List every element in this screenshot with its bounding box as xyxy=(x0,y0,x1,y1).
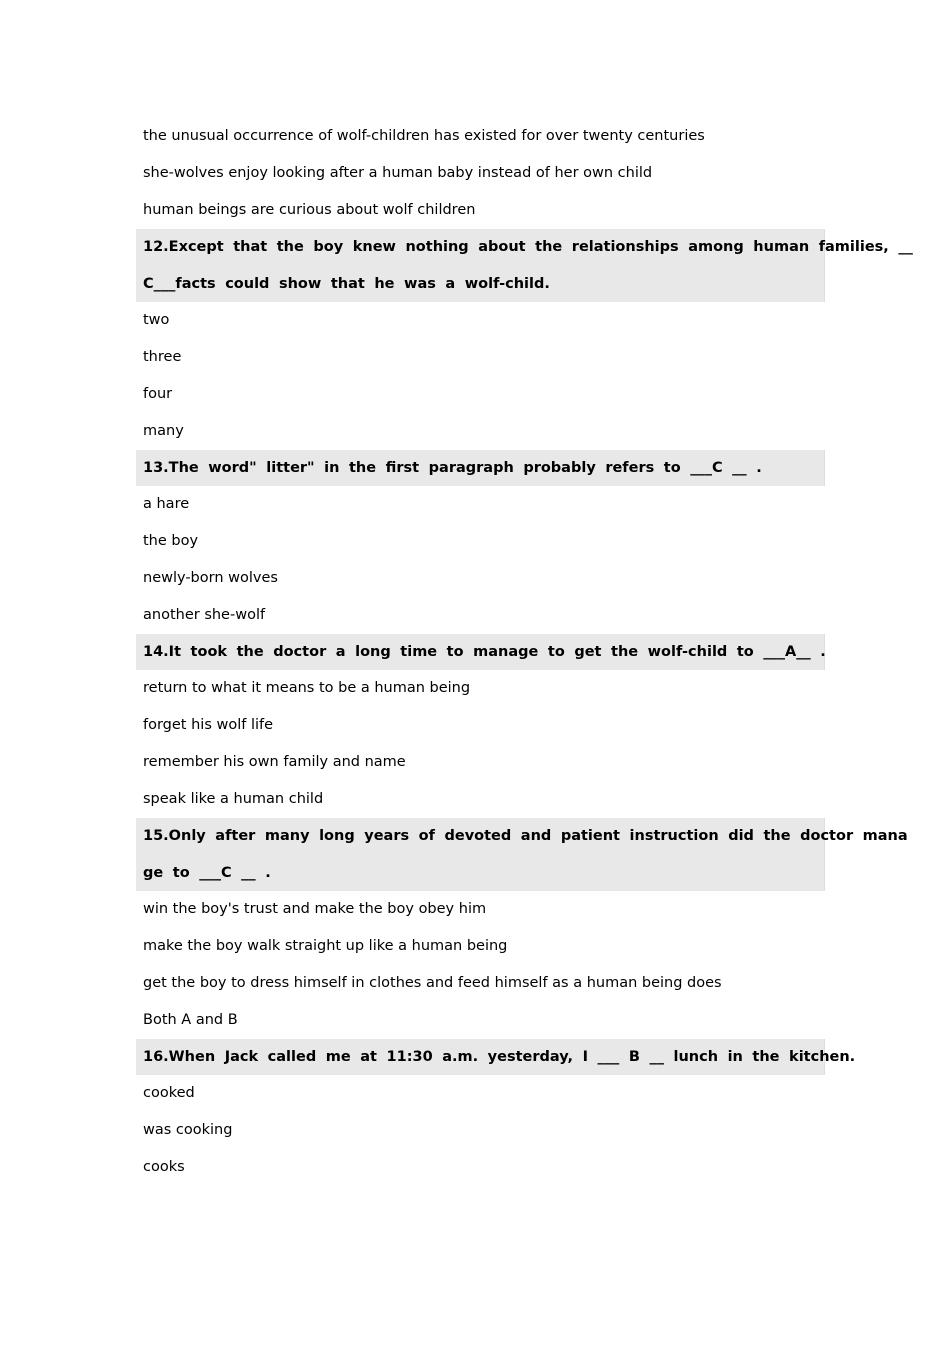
answer-option: make the boy walk straight up like a human being xyxy=(143,938,508,954)
answer-option: speak like a human child xyxy=(143,791,324,807)
question-block xyxy=(136,229,913,302)
question-text-line: 16.When Jack called me at 11:30 a.m. yesterday, I ___ B __ lunch in the kitchen. xyxy=(143,1049,856,1065)
question-text-line: 14.It took the doctor a long time to manage to get the wolf-child to ___A__ . xyxy=(143,644,826,660)
answer-option: Both A and B xyxy=(143,1012,238,1028)
answer-option: three xyxy=(143,349,182,365)
question-text-line: ge to ___C __ . xyxy=(143,864,271,881)
question-block xyxy=(136,1039,856,1075)
answer-option: get the boy to dress himself in clothes and feed himself as a human being does xyxy=(143,975,722,991)
answer-option: the boy xyxy=(143,533,199,549)
answer-option: remember his own family and name xyxy=(143,754,406,770)
document-body xyxy=(136,118,950,1186)
answer-option: human beings are curious about wolf children xyxy=(143,202,476,218)
answer-option: a hare xyxy=(143,496,190,512)
answer-option: return to what it means to be a human being xyxy=(143,680,471,696)
question-block xyxy=(136,634,825,670)
answer-option: was cooking xyxy=(143,1122,233,1138)
answer-option: two xyxy=(143,312,170,328)
answer-option: cooked xyxy=(143,1085,195,1101)
question-text-line: 12.Except that the boy knew nothing about the relationships among human families, __ xyxy=(143,239,913,255)
answer-option: cooks xyxy=(143,1159,185,1175)
question-text-line: 13.The word" litter" in the first paragraph probably refers to ___C __ . xyxy=(143,460,762,476)
question-text-line: 15.Only after many long years of devoted and patient instruction did the doctor mana xyxy=(143,828,908,844)
answer-option: she-wolves enjoy looking after a human baby instead of her own child xyxy=(143,165,653,181)
question-block xyxy=(136,450,825,486)
answer-option: another she-wolf xyxy=(143,607,266,623)
answer-option: many xyxy=(143,423,184,439)
answer-option: newly-born wolves xyxy=(143,570,278,586)
answer-option: four xyxy=(143,386,173,402)
question-block xyxy=(136,818,908,891)
answer-option: win the boy's trust and make the boy obey him xyxy=(143,901,487,917)
question-text-line: C___facts could show that he was a wolf-child. xyxy=(143,275,550,292)
answer-option: the unusual occurrence of wolf-children has existed for over twenty centuries xyxy=(143,128,705,144)
answer-option: forget his wolf life xyxy=(143,717,274,733)
